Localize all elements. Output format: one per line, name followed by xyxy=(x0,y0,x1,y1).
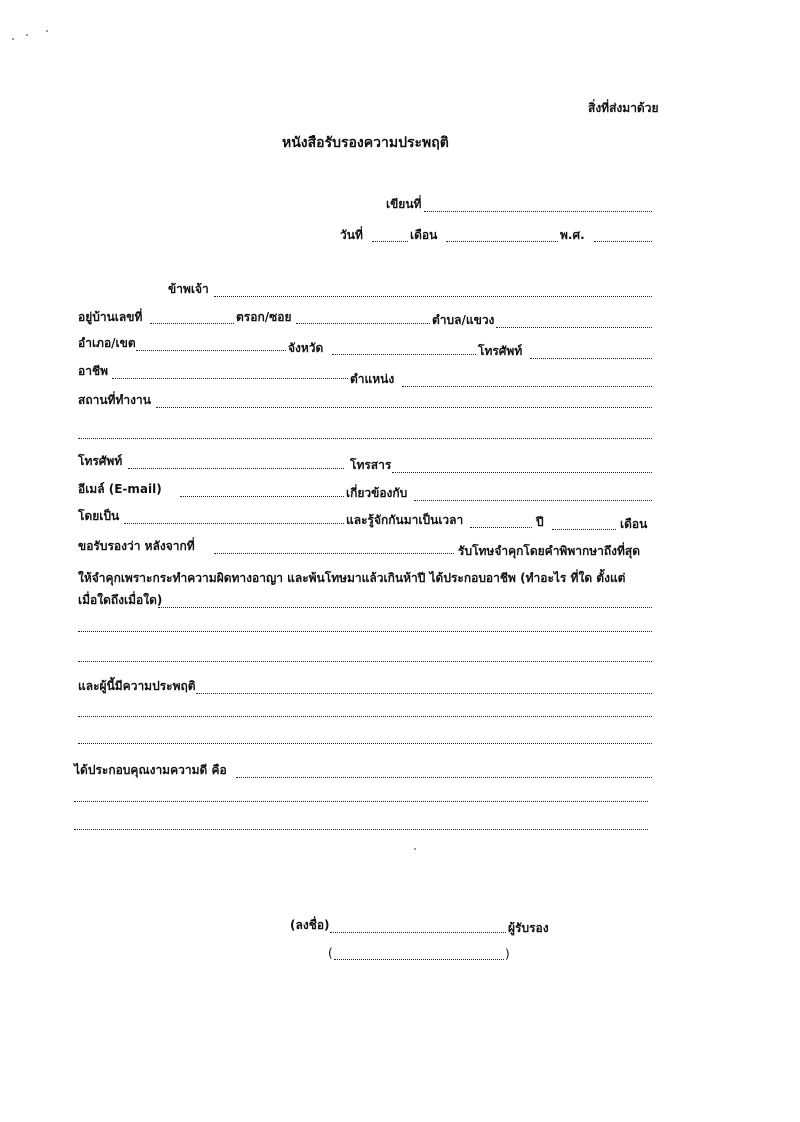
relation-label: เกี่ยวข้องกับ xyxy=(346,486,408,500)
email-field[interactable] xyxy=(180,496,344,497)
as-field[interactable] xyxy=(124,523,344,524)
phone-field[interactable] xyxy=(530,358,652,359)
as-label: โดยเป็น xyxy=(78,509,120,523)
workplace-label: สถานที่ทำงาน xyxy=(78,393,151,407)
written-at-field[interactable] xyxy=(424,211,652,212)
occupation-history-field-line3[interactable] xyxy=(78,661,652,662)
open-paren: ( xyxy=(328,946,333,960)
occupation-label: อาชีพ xyxy=(78,364,108,378)
certify-after-field[interactable] xyxy=(214,553,454,554)
province-field[interactable] xyxy=(332,354,476,355)
alley-label: ตรอก/ซอย xyxy=(236,310,292,324)
good-deeds-field-line3[interactable] xyxy=(74,829,648,830)
months-label: เดือน xyxy=(620,517,648,531)
telephone-field[interactable] xyxy=(128,468,344,469)
workplace-field-line2[interactable] xyxy=(78,438,652,439)
email-label: อีเมล์ (E-mail) xyxy=(78,482,162,496)
relation-field[interactable] xyxy=(414,500,652,501)
sentence-line2-text: ให้จำคุกเพราะกระทำความผิดทางอาญา และพ้นโทษมาแล้วเกินห้าปี ได้ประกอบอาชีพ (ทำอะไร ที่ใด ตั้งแต่ xyxy=(78,571,626,585)
subdistrict-field[interactable] xyxy=(496,327,652,328)
good-deeds-label: ได้ประกอบคุณงามความดี คือ xyxy=(74,763,227,777)
known-for-label: และรู้จักกันมาเป็นเวลา xyxy=(346,513,464,527)
attachment-note: สิ่งที่ส่งมาด้วย xyxy=(588,101,659,115)
scan-speck xyxy=(12,38,14,40)
behavior-label: และผู้นี้มีความประพฤติ xyxy=(78,679,196,693)
page-title: หนังสือรับรองความประพฤติ xyxy=(282,135,449,151)
telephone-label: โทรศัพท์ xyxy=(78,454,123,468)
subdistrict-label: ตำบล/แขวง xyxy=(432,313,495,327)
day-label: วันที่ xyxy=(340,228,363,242)
certify-after-label: ขอรับรองว่า หลังจากที่ xyxy=(78,539,195,553)
phone-label: โทรศัพท์ xyxy=(478,344,523,358)
scan-speck xyxy=(26,34,28,36)
house-no-label: อยู่บ้านเลขที่ xyxy=(78,310,143,324)
printed-name-field[interactable] xyxy=(334,959,504,960)
good-deeds-field-line2[interactable] xyxy=(74,801,648,802)
behavior-field-line3[interactable] xyxy=(78,743,652,744)
district-field[interactable] xyxy=(136,350,286,351)
scan-speck xyxy=(414,848,416,850)
signature-field[interactable] xyxy=(330,932,506,933)
written-at-label: เขียนที่ xyxy=(386,197,422,211)
occupation-history-field-line2[interactable] xyxy=(78,631,652,632)
position-label: ตำแหน่ง xyxy=(350,372,395,386)
alley-field[interactable] xyxy=(296,323,430,324)
scan-speck xyxy=(46,30,48,32)
occupation-field[interactable] xyxy=(112,378,348,379)
close-paren: ) xyxy=(505,947,510,961)
day-field[interactable] xyxy=(372,241,408,242)
occupation-history-field[interactable] xyxy=(158,607,652,608)
year-field[interactable] xyxy=(594,241,652,242)
behavior-field-line2[interactable] xyxy=(78,716,652,717)
name-label: ข้าพเจ้า xyxy=(168,282,209,296)
month-field[interactable] xyxy=(446,241,558,242)
known-years-field[interactable] xyxy=(470,527,532,528)
workplace-field[interactable] xyxy=(156,407,652,408)
years-label: ปี xyxy=(536,515,544,529)
good-deeds-field[interactable] xyxy=(236,777,652,778)
fax-label: โทรสาร xyxy=(350,458,392,472)
sign-label: (ลงชื่อ) xyxy=(290,918,330,932)
behavior-field[interactable] xyxy=(196,693,652,694)
month-label: เดือน xyxy=(410,228,438,242)
sentence-final-text: รับโทษจำคุกโดยคำพิพากษาถึงที่สุด xyxy=(458,544,641,558)
known-months-field[interactable] xyxy=(552,529,616,530)
name-field[interactable] xyxy=(214,296,652,297)
position-field[interactable] xyxy=(402,386,652,387)
district-label: อำเภอ/เขต xyxy=(78,336,136,350)
since-when-label: เมื่อใดถึงเมื่อใด) xyxy=(78,593,163,607)
year-label: พ.ศ. xyxy=(560,228,585,242)
certifier-label: ผู้รับรอง xyxy=(508,921,549,935)
fax-field[interactable] xyxy=(392,472,652,473)
house-no-field[interactable] xyxy=(150,323,234,324)
province-label: จังหวัด xyxy=(288,341,324,355)
